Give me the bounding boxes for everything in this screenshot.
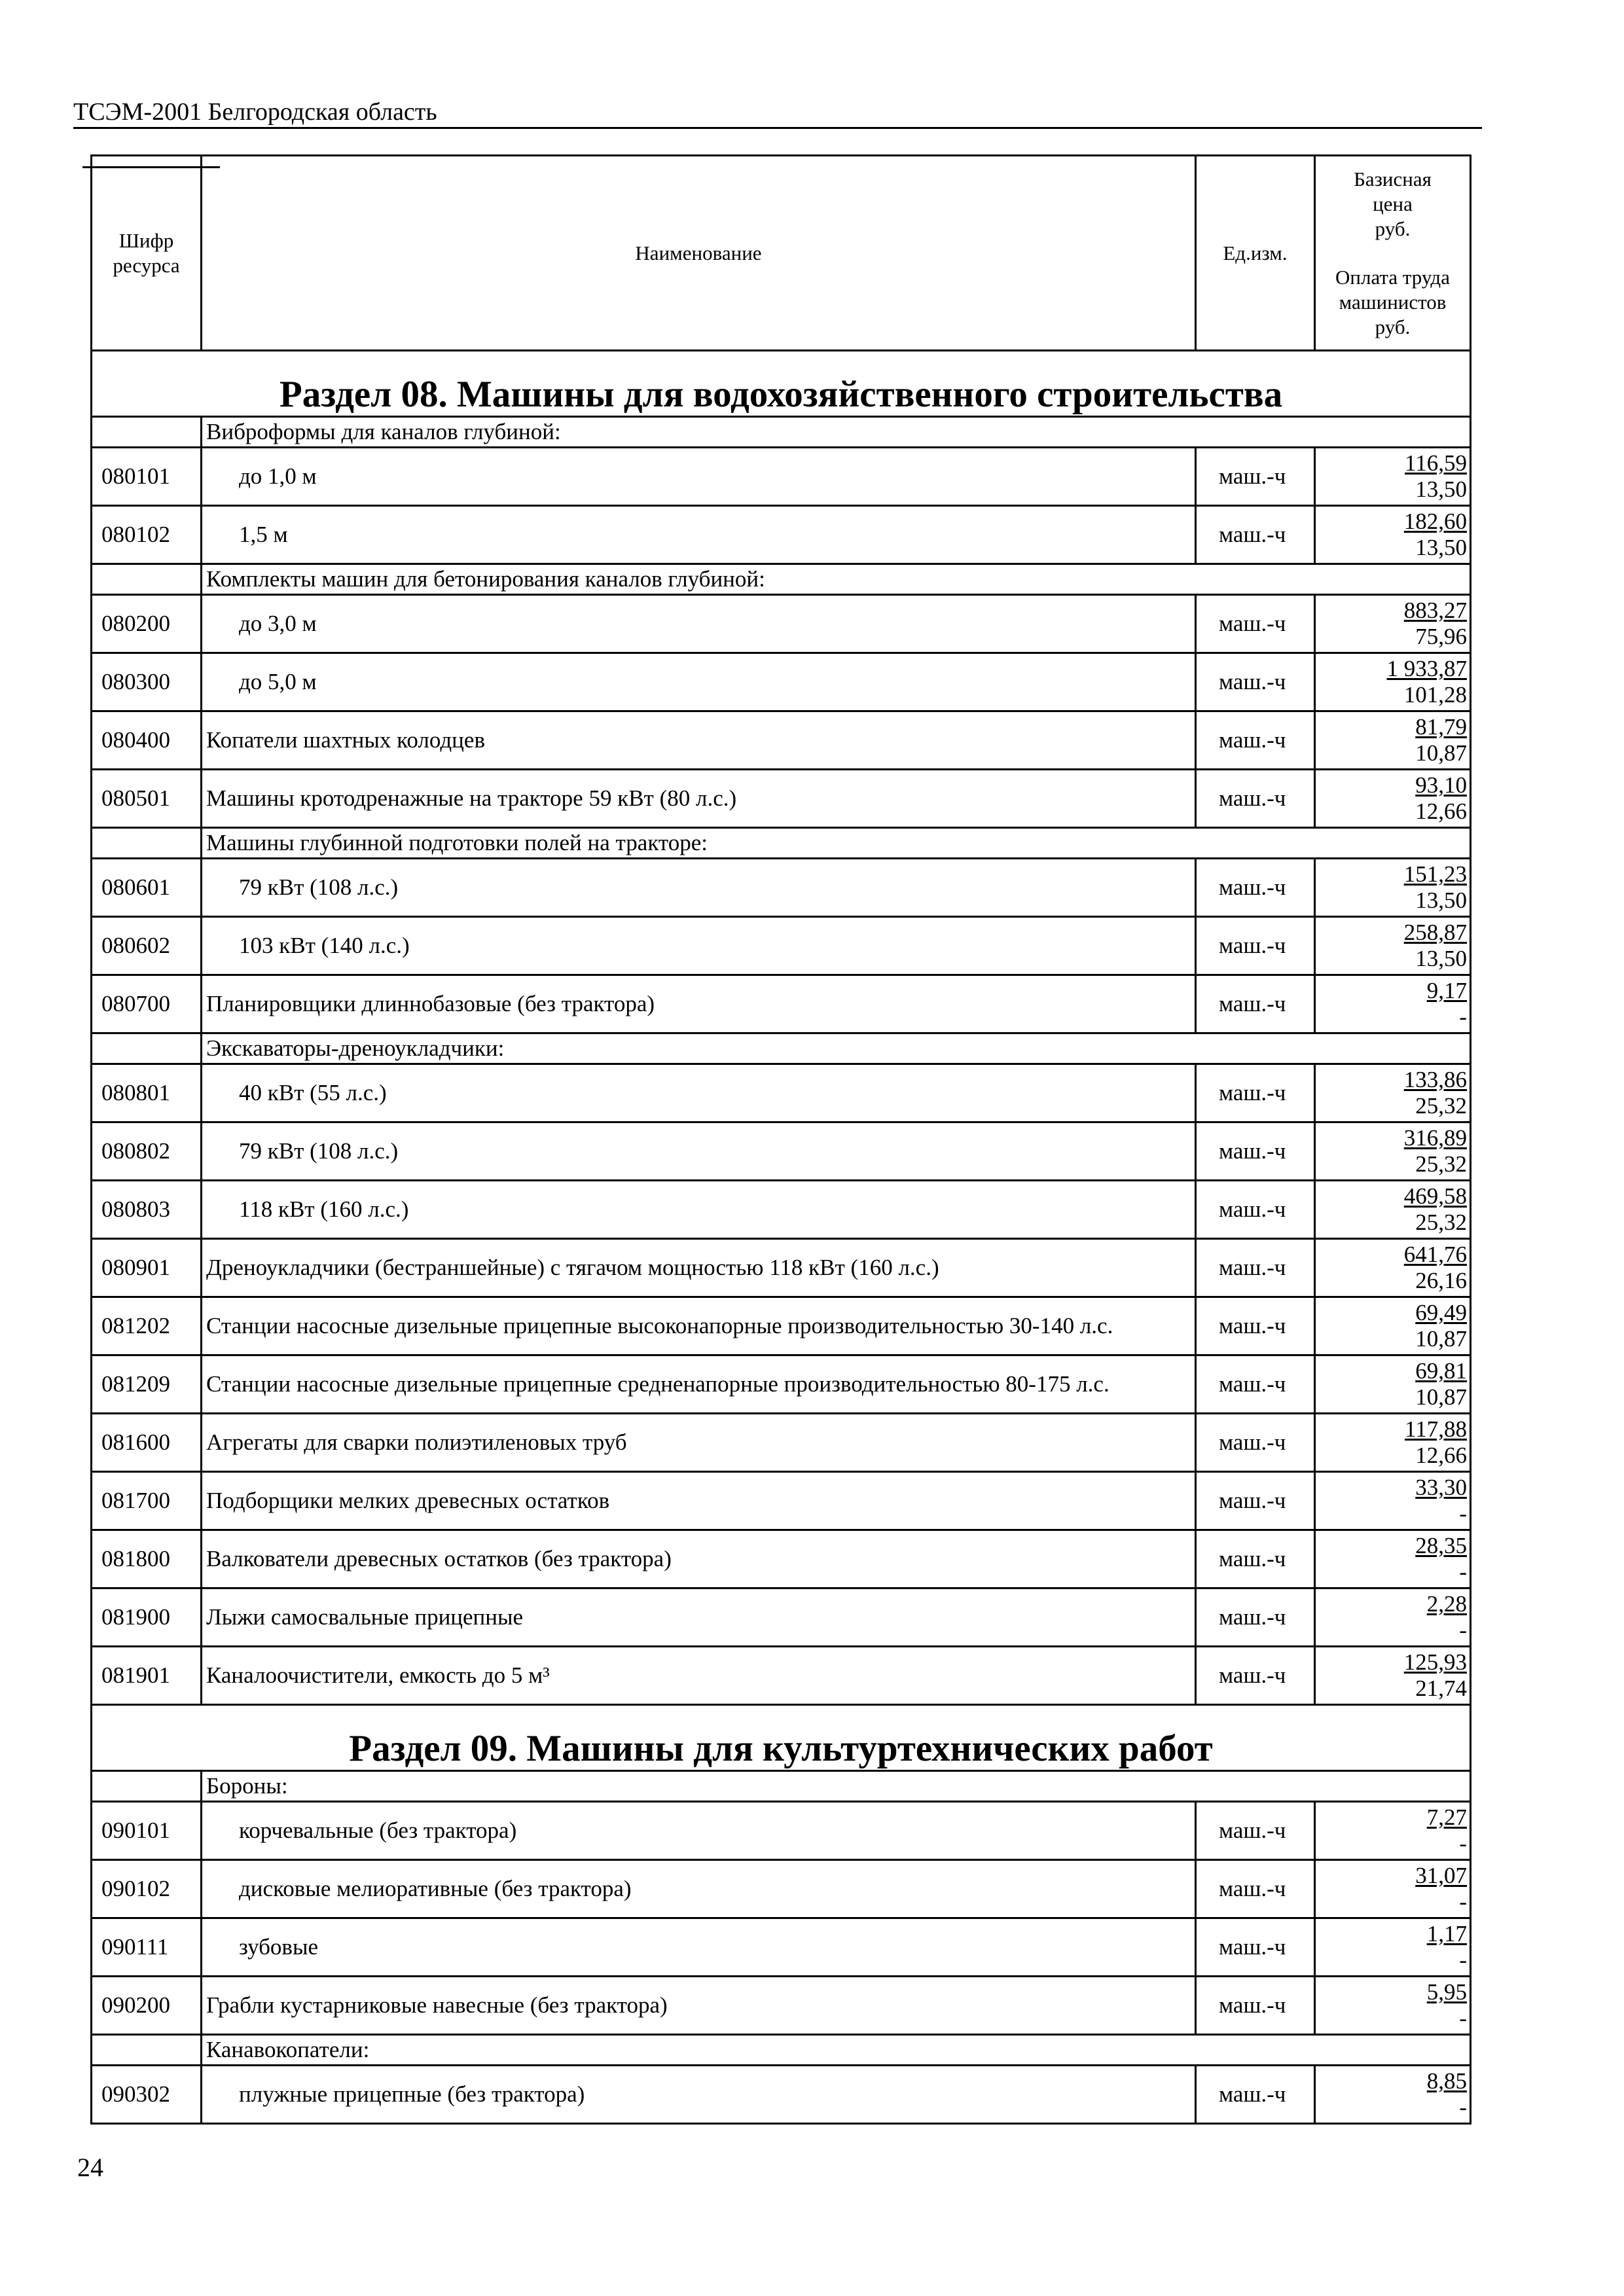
unit-cell: маш.-ч xyxy=(1196,448,1315,506)
resource-name: Лыжи самосвальные прицепные xyxy=(202,1588,1196,1647)
price-cell xyxy=(1315,506,1471,564)
base-price: 1,17 xyxy=(1426,1921,1467,1946)
labor-price: 10,87 xyxy=(1415,1384,1467,1410)
resource-name: до 3,0 м xyxy=(202,595,1196,653)
resource-name: плужные прицепные (без трактора) xyxy=(202,2066,1196,2124)
table-row xyxy=(92,448,1471,506)
group-title: Комплекты машин для бетонирования каналов глубиной: xyxy=(202,564,1471,595)
labor-price: 12,66 xyxy=(1415,798,1467,824)
labor-price: 101,28 xyxy=(1403,682,1467,708)
price-table xyxy=(90,154,1471,2125)
labor-price: 25,32 xyxy=(1415,1151,1467,1177)
resource-name: корчевальные (без трактора) xyxy=(202,1802,1196,1860)
resource-code: 080200 xyxy=(92,595,202,653)
labor-price: 25,32 xyxy=(1415,1093,1467,1119)
base-price-line xyxy=(1316,450,1467,476)
base-price-line xyxy=(1316,1804,1467,1831)
resource-name: 79 кВт (108 л.с.) xyxy=(202,859,1196,917)
table-row xyxy=(92,595,1471,653)
resource-code: 080901 xyxy=(92,1239,202,1297)
unit-cell: маш.-ч xyxy=(1196,506,1315,564)
page-number: 24 xyxy=(77,2153,103,2182)
price-header-line: цена xyxy=(1373,192,1413,215)
resource-name: Каналоочистители, емкость до 5 м³ xyxy=(202,1647,1196,1705)
base-price: 69,49 xyxy=(1415,1300,1467,1325)
labor-price: - xyxy=(1459,1889,1467,1914)
section-row xyxy=(92,351,1471,417)
base-price: 33,30 xyxy=(1415,1475,1467,1500)
resource-code: 081600 xyxy=(92,1414,202,1472)
base-price-line xyxy=(1316,978,1467,1004)
labor-price: - xyxy=(1459,2005,1467,2031)
base-price-line xyxy=(1316,598,1467,624)
column-header-unit: Ед.изм. xyxy=(1196,156,1315,351)
unit-cell: маш.-ч xyxy=(1196,711,1315,770)
resource-code: 080700 xyxy=(92,975,202,1033)
base-price-line xyxy=(1316,2068,1467,2094)
resource-code: 081202 xyxy=(92,1297,202,1355)
price-cell xyxy=(1315,448,1471,506)
unit-cell: маш.-ч xyxy=(1196,1355,1315,1414)
group-code-cell xyxy=(92,828,202,859)
group-title: Экскаваторы-дреноукладчики: xyxy=(202,1033,1471,1064)
group-title: Канавокопатели: xyxy=(202,2035,1471,2066)
table-row xyxy=(92,1647,1471,1705)
unit-cell: маш.-ч xyxy=(1196,975,1315,1033)
base-price: 883,27 xyxy=(1403,598,1467,623)
base-price: 182,60 xyxy=(1403,509,1467,534)
table-row xyxy=(92,1297,1471,1355)
base-price-line xyxy=(1316,714,1467,740)
base-price: 5,95 xyxy=(1426,1979,1467,2005)
resource-name: до 5,0 м xyxy=(202,653,1196,711)
base-price: 81,79 xyxy=(1415,714,1467,740)
resource-code: 080300 xyxy=(92,653,202,711)
table-row xyxy=(92,506,1471,564)
table-row xyxy=(92,1181,1471,1239)
resource-name: 79 кВт (108 л.с.) xyxy=(202,1122,1196,1181)
unit-cell: маш.-ч xyxy=(1196,1860,1315,1918)
table-row xyxy=(92,653,1471,711)
base-price-line xyxy=(1316,772,1467,798)
resource-code: 081800 xyxy=(92,1530,202,1588)
resource-code: 081901 xyxy=(92,1647,202,1705)
table-row xyxy=(92,1414,1471,1472)
labor-price: 26,16 xyxy=(1415,1268,1467,1293)
price-cell xyxy=(1315,1355,1471,1414)
resource-code: 081900 xyxy=(92,1588,202,1647)
unit-cell: маш.-ч xyxy=(1196,1588,1315,1647)
base-price-line xyxy=(1316,1863,1467,1889)
resource-name: Планировщики длиннобазовые (без трактора) xyxy=(202,975,1196,1033)
labor-price: 12,66 xyxy=(1415,1443,1467,1468)
table-row xyxy=(92,1860,1471,1918)
price-cell xyxy=(1315,1297,1471,1355)
price-cell xyxy=(1315,1802,1471,1860)
column-header-code: Шифр ресурса xyxy=(92,156,202,351)
unit-cell: маш.-ч xyxy=(1196,653,1315,711)
price-cell xyxy=(1315,1588,1471,1647)
unit-cell: маш.-ч xyxy=(1196,1918,1315,1977)
group-row xyxy=(92,2035,1471,2066)
unit-cell: маш.-ч xyxy=(1196,1977,1315,2035)
base-price: 641,76 xyxy=(1403,1242,1467,1267)
resource-code: 081209 xyxy=(92,1355,202,1414)
base-price-line xyxy=(1316,656,1467,682)
price-header-line: Оплата труда xyxy=(1335,265,1450,289)
price-header-line: руб. xyxy=(1375,217,1411,240)
resource-code: 080601 xyxy=(92,859,202,917)
resource-name: Копатели шахтных колодцев xyxy=(202,711,1196,770)
base-price-line xyxy=(1316,1067,1467,1093)
resource-code: 090111 xyxy=(92,1918,202,1977)
unit-cell: маш.-ч xyxy=(1196,595,1315,653)
labor-price: 10,87 xyxy=(1415,1326,1467,1352)
resource-name: до 1,0 м xyxy=(202,448,1196,506)
unit-cell: маш.-ч xyxy=(1196,917,1315,975)
resource-name: Станции насосные дизельные прицепные высоконапорные производительностью 30-140 л.с. xyxy=(202,1297,1196,1355)
labor-price: - xyxy=(1459,1004,1467,1030)
price-cell xyxy=(1315,1647,1471,1705)
unit-cell: маш.-ч xyxy=(1196,2066,1315,2124)
labor-price: 10,87 xyxy=(1415,740,1467,766)
price-cell xyxy=(1315,1530,1471,1588)
base-price-line xyxy=(1316,1475,1467,1501)
base-price-line xyxy=(1316,1921,1467,1947)
group-row xyxy=(92,828,1471,859)
unit-cell: маш.-ч xyxy=(1196,859,1315,917)
price-cell xyxy=(1315,1472,1471,1530)
price-cell xyxy=(1315,2066,1471,2124)
resource-name: Дреноукладчики (бестраншейные) с тягачом мощностью 118 кВт (160 л.с.) xyxy=(202,1239,1196,1297)
unit-cell: маш.-ч xyxy=(1196,1181,1315,1239)
labor-price: 25,32 xyxy=(1415,1210,1467,1235)
column-header-price xyxy=(1315,156,1471,351)
base-price: 1 933,87 xyxy=(1386,656,1467,681)
price-cell xyxy=(1315,975,1471,1033)
labor-price: - xyxy=(1459,1501,1467,1526)
group-code-cell xyxy=(92,564,202,595)
price-cell xyxy=(1315,1239,1471,1297)
resource-name: Валкователи древесных остатков (без трактора) xyxy=(202,1530,1196,1588)
table-row xyxy=(92,1588,1471,1647)
table-row xyxy=(92,2066,1471,2124)
price-header-line: руб. xyxy=(1375,315,1411,338)
price-cell xyxy=(1315,1122,1471,1181)
unit-cell: маш.-ч xyxy=(1196,1530,1315,1588)
resource-code: 090102 xyxy=(92,1860,202,1918)
base-price: 116,59 xyxy=(1405,450,1467,476)
resource-name: дисковые мелиоративные (без трактора) xyxy=(202,1860,1196,1918)
unit-cell: маш.-ч xyxy=(1196,1802,1315,1860)
table-row xyxy=(92,770,1471,828)
labor-price: 75,96 xyxy=(1415,624,1467,649)
base-price: 31,07 xyxy=(1415,1863,1467,1888)
base-price: 316,89 xyxy=(1403,1125,1467,1151)
base-price-line xyxy=(1316,1649,1467,1676)
table-row xyxy=(92,1355,1471,1414)
price-header-line: машинистов xyxy=(1339,290,1447,314)
base-price: 8,85 xyxy=(1426,2068,1467,2094)
resource-name: 118 кВт (160 л.с.) xyxy=(202,1181,1196,1239)
price-cell xyxy=(1315,1860,1471,1918)
base-price-line xyxy=(1316,1358,1467,1384)
table-row xyxy=(92,1122,1471,1181)
group-title: Бороны: xyxy=(202,1771,1471,1802)
labor-price: - xyxy=(1459,1947,1467,1973)
section-title: Раздел 09. Машины для культуртехнических работ xyxy=(92,1705,1471,1771)
section-title: Раздел 08. Машины для водохозяйственного строительства xyxy=(92,351,1471,417)
price-cell xyxy=(1315,917,1471,975)
price-cell xyxy=(1315,1918,1471,1977)
price-cell xyxy=(1315,653,1471,711)
resource-name: Агрегаты для сварки полиэтиленовых труб xyxy=(202,1414,1196,1472)
base-price: 133,86 xyxy=(1403,1067,1467,1092)
base-price-line xyxy=(1316,920,1467,946)
labor-price: - xyxy=(1459,1559,1467,1585)
base-price: 69,81 xyxy=(1415,1358,1467,1384)
base-price: 93,10 xyxy=(1415,772,1467,798)
price-cell xyxy=(1315,1064,1471,1122)
table-row xyxy=(92,975,1471,1033)
resource-code: 080602 xyxy=(92,917,202,975)
table-row xyxy=(92,1802,1471,1860)
resource-name: 40 кВт (55 л.с.) xyxy=(202,1064,1196,1122)
table-row xyxy=(92,1064,1471,1122)
base-price: 117,88 xyxy=(1405,1416,1467,1442)
resource-name: зубовые xyxy=(202,1918,1196,1977)
unit-cell: маш.-ч xyxy=(1196,1239,1315,1297)
resource-name: 103 кВт (140 л.с.) xyxy=(202,917,1196,975)
base-price-line xyxy=(1316,1300,1467,1326)
unit-cell: маш.-ч xyxy=(1196,1647,1315,1705)
resource-code: 090101 xyxy=(92,1802,202,1860)
group-title: Виброформы для каналов глубиной: xyxy=(202,417,1471,448)
base-price: 9,17 xyxy=(1426,978,1467,1003)
price-header-line: Базисная xyxy=(1354,167,1432,190)
table-row xyxy=(92,1472,1471,1530)
base-price-line xyxy=(1316,1183,1467,1210)
group-code-cell xyxy=(92,1033,202,1064)
labor-price: 13,50 xyxy=(1415,476,1467,502)
page-header: ТСЭМ-2001 Белгородская область xyxy=(73,97,1482,129)
column-header-name: Наименование xyxy=(202,156,1196,351)
group-row xyxy=(92,1771,1471,1802)
resource-name: Станции насосные дизельные прицепные средненапорные производительностью 80-175 л.с. xyxy=(202,1355,1196,1414)
resource-code: 080801 xyxy=(92,1064,202,1122)
labor-price: 21,74 xyxy=(1415,1676,1467,1701)
base-price-line xyxy=(1316,1242,1467,1268)
base-price-line xyxy=(1316,861,1467,888)
table-row xyxy=(92,711,1471,770)
base-price: 7,27 xyxy=(1426,1804,1467,1830)
price-cell xyxy=(1315,770,1471,828)
group-code-cell xyxy=(92,1771,202,1802)
table-row xyxy=(92,1977,1471,2035)
labor-price: 13,50 xyxy=(1415,535,1467,560)
table-row xyxy=(92,1530,1471,1588)
table-row xyxy=(92,1239,1471,1297)
resource-code: 080102 xyxy=(92,506,202,564)
resource-code: 080101 xyxy=(92,448,202,506)
resource-code: 090200 xyxy=(92,1977,202,2035)
table-row xyxy=(92,917,1471,975)
group-title: Машины глубинной подготовки полей на тракторе: xyxy=(202,828,1471,859)
resource-code: 080400 xyxy=(92,711,202,770)
group-code-cell xyxy=(92,417,202,448)
resource-code: 090302 xyxy=(92,2066,202,2124)
resource-name: Машины кротодренажные на тракторе 59 кВт (80 л.с.) xyxy=(202,770,1196,828)
base-price-line xyxy=(1316,1979,1467,2005)
base-price-line xyxy=(1316,1416,1467,1443)
section-row xyxy=(92,1705,1471,1771)
labor-price: 13,50 xyxy=(1415,946,1467,971)
unit-cell: маш.-ч xyxy=(1196,1414,1315,1472)
labor-price: - xyxy=(1459,1617,1467,1643)
base-price: 469,58 xyxy=(1403,1183,1467,1209)
unit-cell: маш.-ч xyxy=(1196,1297,1315,1355)
base-price: 28,35 xyxy=(1415,1533,1467,1558)
unit-cell: маш.-ч xyxy=(1196,1064,1315,1122)
resource-name: Подборщики мелких древесных остатков xyxy=(202,1472,1196,1530)
base-price: 151,23 xyxy=(1403,861,1467,887)
group-row xyxy=(92,564,1471,595)
table-body xyxy=(92,351,1471,2124)
group-row xyxy=(92,417,1471,448)
resource-name: Грабли кустарниковые навесные (без трактора) xyxy=(202,1977,1196,2035)
resource-code: 081700 xyxy=(92,1472,202,1530)
labor-price: - xyxy=(1459,1831,1467,1856)
base-price-line xyxy=(1316,1591,1467,1617)
price-cell xyxy=(1315,859,1471,917)
price-cell xyxy=(1315,1977,1471,2035)
table-row xyxy=(92,1918,1471,1977)
labor-price: - xyxy=(1459,2094,1467,2120)
base-price: 2,28 xyxy=(1426,1591,1467,1617)
group-code-cell xyxy=(92,2035,202,2066)
labor-price: 13,50 xyxy=(1415,888,1467,913)
base-price: 258,87 xyxy=(1403,920,1467,945)
price-cell xyxy=(1315,595,1471,653)
resource-code: 080802 xyxy=(92,1122,202,1181)
base-price-line xyxy=(1316,1533,1467,1559)
resource-code: 080803 xyxy=(92,1181,202,1239)
group-row xyxy=(92,1033,1471,1064)
table-header-row xyxy=(92,156,1471,351)
unit-cell: маш.-ч xyxy=(1196,1122,1315,1181)
base-price-line xyxy=(1316,509,1467,535)
base-price-line xyxy=(1316,1125,1467,1151)
resource-code: 080501 xyxy=(92,770,202,828)
table-row xyxy=(92,859,1471,917)
price-cell xyxy=(1315,1414,1471,1472)
price-cell xyxy=(1315,1181,1471,1239)
resource-name: 1,5 м xyxy=(202,506,1196,564)
base-price: 125,93 xyxy=(1403,1649,1467,1675)
unit-cell: маш.-ч xyxy=(1196,1472,1315,1530)
price-cell xyxy=(1315,711,1471,770)
unit-cell: маш.-ч xyxy=(1196,770,1315,828)
